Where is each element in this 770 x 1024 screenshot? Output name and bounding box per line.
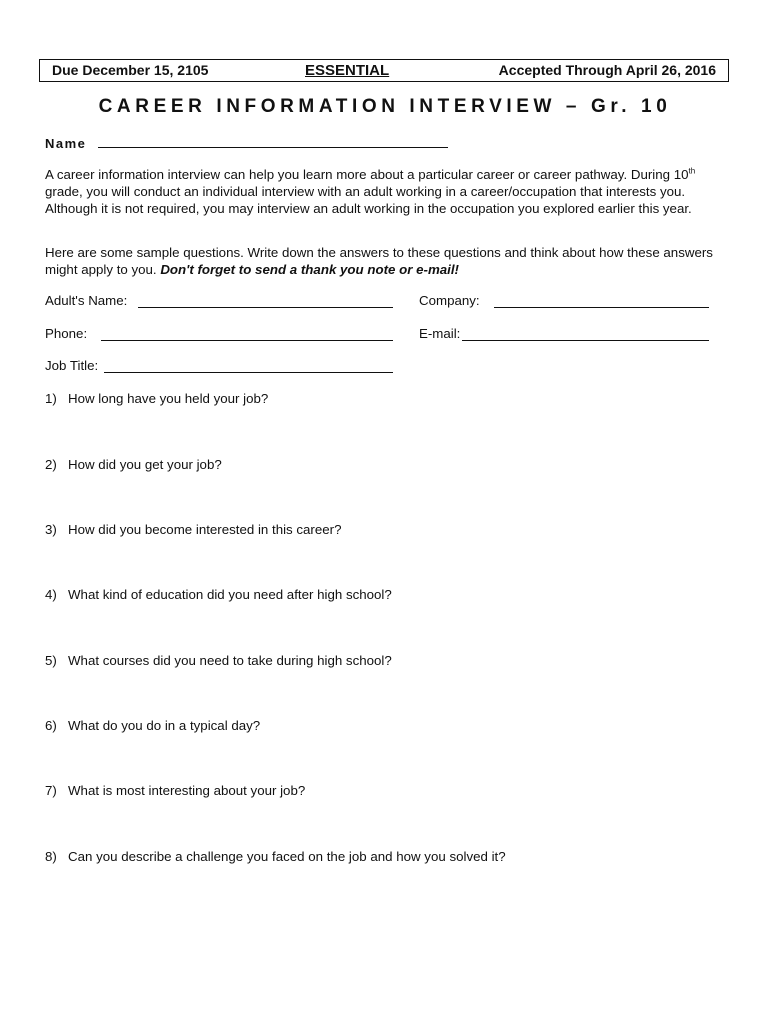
job-title-field[interactable] (104, 372, 393, 373)
question-4: 4) What kind of education did you need after high school? (45, 587, 392, 602)
adult-name-field[interactable] (138, 307, 393, 308)
question-3: 3) How did you become interested in this career? (45, 522, 342, 537)
question-7: 7) What is most interesting about your job? (45, 783, 306, 798)
email-field[interactable] (462, 340, 709, 341)
job-title-label: Job Title: (45, 358, 99, 373)
question-1: 1) How long have you held your job? (45, 391, 269, 406)
company-label: Company: (419, 293, 480, 308)
question-5: 5) What courses did you need to take during high school? (45, 653, 392, 668)
instructions-paragraph (45, 244, 735, 278)
intro-text-2: grade, you will conduct an individual interview with an adult working in a career/occupation that interests you. Although it is not required, you may interview an adult working in the occupation you explored earlier this year. (45, 184, 692, 216)
question-8: 8) Can you describe a challenge you faced on the job and how you solved it? (45, 849, 506, 864)
adult-name-label: Adult's Name: (45, 293, 128, 308)
intro-superscript: th (688, 166, 696, 176)
question-2: 2) How did you get your job? (45, 457, 222, 472)
page-title: CAREER INFORMATION INTERVIEW – Gr. 10 (98, 96, 672, 117)
phone-field[interactable] (101, 340, 393, 341)
name-label: Name (45, 136, 87, 151)
name-field[interactable] (98, 135, 448, 148)
accepted-date: Accepted Through April 26, 2016 (498, 62, 716, 78)
question-6: 6) What do you do in a typical day? (45, 718, 261, 733)
intro-text-1: A career information interview can help you learn more about a particular career or career pathway. During 10 (45, 167, 689, 182)
instructions-text: Here are some sample questions. Write down the answers to these questions and think about how these answers might apply to you. (45, 245, 713, 277)
header-box (39, 59, 729, 82)
company-field[interactable] (494, 307, 709, 308)
phone-label: Phone: (45, 326, 88, 341)
name-row (45, 135, 448, 151)
email-label: E-mail: (419, 326, 461, 341)
intro-paragraph (45, 166, 735, 217)
due-date: Due December 15, 2105 (52, 62, 209, 78)
thank-you-reminder: Don't forget to send a thank you note or e-mail! (160, 262, 459, 277)
essential-label: ESSENTIAL (305, 62, 390, 79)
